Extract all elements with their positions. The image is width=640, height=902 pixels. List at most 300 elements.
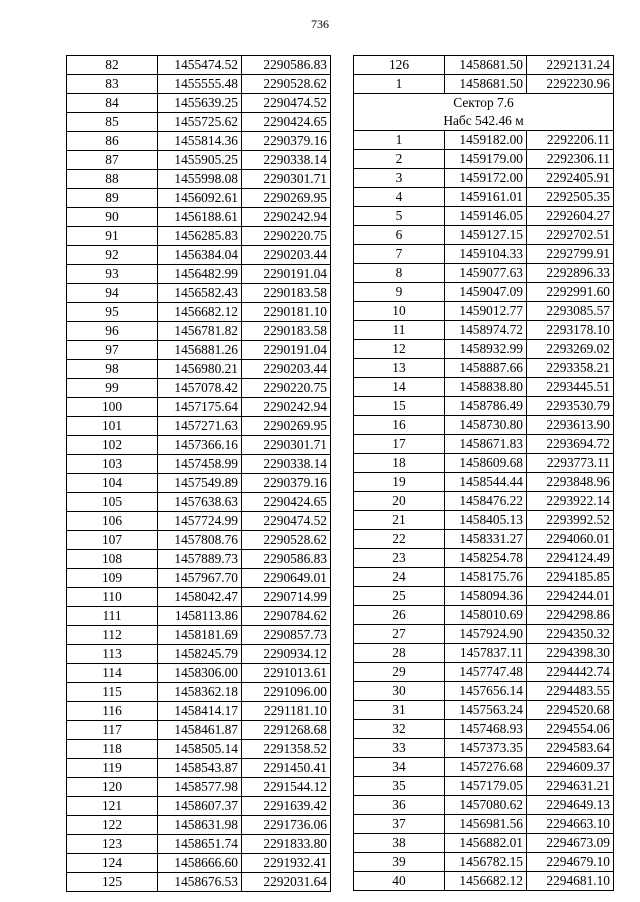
table-row <box>354 473 614 492</box>
x-coordinate-cell: 1458676.53 <box>158 873 242 892</box>
point-number-cell: 103 <box>67 455 158 474</box>
point-number-cell: 95 <box>67 303 158 322</box>
table-row <box>67 683 331 702</box>
x-coordinate-cell: 1457747.48 <box>445 663 527 682</box>
point-number-cell: 83 <box>67 75 158 94</box>
x-coordinate-cell: 1458838.80 <box>445 378 527 397</box>
table-row <box>354 321 614 340</box>
y-coordinate-cell: 2292799.91 <box>527 245 614 264</box>
page-number: 736 <box>311 17 329 31</box>
point-number-cell: 94 <box>67 284 158 303</box>
x-coordinate-cell: 1458094.36 <box>445 587 527 606</box>
point-number-cell: 126 <box>354 56 445 75</box>
x-coordinate-cell: 1458543.87 <box>158 759 242 778</box>
y-coordinate-cell: 2294663.10 <box>527 815 614 834</box>
table-row <box>354 264 614 283</box>
y-coordinate-cell: 2292206.11 <box>527 131 614 150</box>
x-coordinate-cell: 1457175.64 <box>158 398 242 417</box>
y-coordinate-cell: 2290181.10 <box>242 303 331 322</box>
x-coordinate-cell: 1458932.99 <box>445 340 527 359</box>
y-coordinate-cell: 2290586.83 <box>242 550 331 569</box>
y-coordinate-cell: 2293445.51 <box>527 378 614 397</box>
y-coordinate-cell: 2290183.58 <box>242 322 331 341</box>
table-row <box>67 873 331 892</box>
sector-height: Набс 542.46 м <box>354 112 614 131</box>
x-coordinate-cell: 1456881.26 <box>158 341 242 360</box>
point-number-cell: 29 <box>354 663 445 682</box>
point-number-cell: 40 <box>354 872 445 891</box>
x-coordinate-cell: 1458414.17 <box>158 702 242 721</box>
y-coordinate-cell: 2294060.01 <box>527 530 614 549</box>
table-row <box>354 511 614 530</box>
table-row <box>67 531 331 550</box>
y-coordinate-cell: 2291544.12 <box>242 778 331 797</box>
table-row <box>354 150 614 169</box>
y-coordinate-cell: 2290301.71 <box>242 436 331 455</box>
point-number-cell: 122 <box>67 816 158 835</box>
table-row <box>354 796 614 815</box>
point-number-cell: 108 <box>67 550 158 569</box>
y-coordinate-cell: 2291268.68 <box>242 721 331 740</box>
y-coordinate-cell: 2292306.11 <box>527 150 614 169</box>
x-coordinate-cell: 1456384.04 <box>158 246 242 265</box>
point-number-cell: 121 <box>67 797 158 816</box>
x-coordinate-cell: 1459146.05 <box>445 207 527 226</box>
coordinates-table-right <box>353 55 614 891</box>
table-row <box>354 568 614 587</box>
point-number-cell: 16 <box>354 416 445 435</box>
table-row <box>67 132 331 151</box>
point-number-cell: 123 <box>67 835 158 854</box>
x-coordinate-cell: 1458362.18 <box>158 683 242 702</box>
y-coordinate-cell: 2290379.16 <box>242 474 331 493</box>
y-coordinate-cell: 2294483.55 <box>527 682 614 701</box>
table-row <box>67 778 331 797</box>
y-coordinate-cell: 2290203.44 <box>242 246 331 265</box>
point-number-cell: 85 <box>67 113 158 132</box>
x-coordinate-cell: 1458181.69 <box>158 626 242 645</box>
point-number-cell: 6 <box>354 226 445 245</box>
y-coordinate-cell: 2290586.83 <box>242 56 331 75</box>
sector-title: Сектор 7.6 <box>354 94 614 113</box>
point-number-cell: 124 <box>67 854 158 873</box>
x-coordinate-cell: 1457078.42 <box>158 379 242 398</box>
x-coordinate-cell: 1457373.35 <box>445 739 527 758</box>
y-coordinate-cell: 2294350.32 <box>527 625 614 644</box>
table-row <box>354 75 614 94</box>
x-coordinate-cell: 1457889.73 <box>158 550 242 569</box>
x-coordinate-cell: 1458974.72 <box>445 321 527 340</box>
x-coordinate-cell: 1457638.63 <box>158 493 242 512</box>
x-coordinate-cell: 1457549.89 <box>158 474 242 493</box>
table-row <box>354 245 614 264</box>
y-coordinate-cell: 2290338.14 <box>242 151 331 170</box>
x-coordinate-cell: 1456781.82 <box>158 322 242 341</box>
y-coordinate-cell: 2294583.64 <box>527 739 614 758</box>
table-row <box>354 226 614 245</box>
table-row <box>67 436 331 455</box>
table-row <box>67 588 331 607</box>
y-coordinate-cell: 2290474.52 <box>242 94 331 113</box>
coordinates-table-left <box>66 55 331 892</box>
y-coordinate-cell: 2291013.61 <box>242 664 331 683</box>
table-row <box>354 492 614 511</box>
table-row <box>354 644 614 663</box>
table-row <box>67 645 331 664</box>
y-coordinate-cell: 2290714.99 <box>242 588 331 607</box>
y-coordinate-cell: 2290379.16 <box>242 132 331 151</box>
x-coordinate-cell: 1458671.83 <box>445 435 527 454</box>
table-row <box>354 872 614 891</box>
point-number-cell: 34 <box>354 758 445 777</box>
point-number-cell: 98 <box>67 360 158 379</box>
y-coordinate-cell: 2290424.65 <box>242 493 331 512</box>
table-row <box>67 607 331 626</box>
table-row <box>354 435 614 454</box>
y-coordinate-cell: 2291450.41 <box>242 759 331 778</box>
y-coordinate-cell: 2290338.14 <box>242 455 331 474</box>
y-coordinate-cell: 2293178.10 <box>527 321 614 340</box>
y-coordinate-cell: 2290424.65 <box>242 113 331 132</box>
x-coordinate-cell: 1459012.77 <box>445 302 527 321</box>
x-coordinate-cell: 1457808.76 <box>158 531 242 550</box>
table-row <box>354 587 614 606</box>
y-coordinate-cell: 2292991.60 <box>527 283 614 302</box>
point-number-cell: 100 <box>67 398 158 417</box>
table-row <box>67 246 331 265</box>
x-coordinate-cell: 1456188.61 <box>158 208 242 227</box>
x-coordinate-cell: 1458476.22 <box>445 492 527 511</box>
y-coordinate-cell: 2291932.41 <box>242 854 331 873</box>
point-number-cell: 18 <box>354 454 445 473</box>
table-row <box>354 454 614 473</box>
y-coordinate-cell: 2290203.44 <box>242 360 331 379</box>
table-row <box>354 853 614 872</box>
point-number-cell: 37 <box>354 815 445 834</box>
y-coordinate-cell: 2293992.52 <box>527 511 614 530</box>
table-row <box>67 360 331 379</box>
table-row <box>67 113 331 132</box>
point-number-cell: 115 <box>67 683 158 702</box>
table-row <box>67 835 331 854</box>
y-coordinate-cell: 2294185.85 <box>527 568 614 587</box>
point-number-cell: 35 <box>354 777 445 796</box>
x-coordinate-cell: 1459161.01 <box>445 188 527 207</box>
table-row <box>354 625 614 644</box>
table-row <box>354 56 614 75</box>
x-coordinate-cell: 1458786.49 <box>445 397 527 416</box>
table-row <box>67 797 331 816</box>
point-number-cell: 7 <box>354 245 445 264</box>
point-number-cell: 104 <box>67 474 158 493</box>
point-number-cell: 9 <box>354 283 445 302</box>
x-coordinate-cell: 1458544.44 <box>445 473 527 492</box>
table-row <box>67 740 331 759</box>
x-coordinate-cell: 1458505.14 <box>158 740 242 759</box>
x-coordinate-cell: 1457458.99 <box>158 455 242 474</box>
y-coordinate-cell: 2294679.10 <box>527 853 614 872</box>
x-coordinate-cell: 1458010.69 <box>445 606 527 625</box>
x-coordinate-cell: 1455555.48 <box>158 75 242 94</box>
point-number-cell: 17 <box>354 435 445 454</box>
x-coordinate-cell: 1455814.36 <box>158 132 242 151</box>
x-coordinate-cell: 1458461.87 <box>158 721 242 740</box>
table-row <box>354 530 614 549</box>
table-row <box>354 777 614 796</box>
point-number-cell: 25 <box>354 587 445 606</box>
y-coordinate-cell: 2290269.95 <box>242 189 331 208</box>
point-number-cell: 32 <box>354 720 445 739</box>
table-row <box>354 701 614 720</box>
y-coordinate-cell: 2290191.04 <box>242 265 331 284</box>
y-coordinate-cell: 2290301.71 <box>242 170 331 189</box>
table-row <box>67 284 331 303</box>
x-coordinate-cell: 1455639.25 <box>158 94 242 113</box>
y-coordinate-cell: 2291736.06 <box>242 816 331 835</box>
point-number-cell: 11 <box>354 321 445 340</box>
y-coordinate-cell: 2290191.04 <box>242 341 331 360</box>
x-coordinate-cell: 1458331.27 <box>445 530 527 549</box>
y-coordinate-cell: 2292405.91 <box>527 169 614 188</box>
point-number-cell: 19 <box>354 473 445 492</box>
y-coordinate-cell: 2292604.27 <box>527 207 614 226</box>
table-row <box>354 416 614 435</box>
y-coordinate-cell: 2294298.86 <box>527 606 614 625</box>
x-coordinate-cell: 1459127.15 <box>445 226 527 245</box>
y-coordinate-cell: 2290242.94 <box>242 208 331 227</box>
x-coordinate-cell: 1456782.15 <box>445 853 527 872</box>
x-coordinate-cell: 1457967.70 <box>158 569 242 588</box>
y-coordinate-cell: 2290220.75 <box>242 379 331 398</box>
point-number-cell: 14 <box>354 378 445 397</box>
point-number-cell: 101 <box>67 417 158 436</box>
point-number-cell: 89 <box>67 189 158 208</box>
x-coordinate-cell: 1459172.00 <box>445 169 527 188</box>
y-coordinate-cell: 2293085.57 <box>527 302 614 321</box>
point-number-cell: 10 <box>354 302 445 321</box>
x-coordinate-cell: 1457468.93 <box>445 720 527 739</box>
y-coordinate-cell: 2294520.68 <box>527 701 614 720</box>
x-coordinate-cell: 1457837.11 <box>445 644 527 663</box>
y-coordinate-cell: 2294649.13 <box>527 796 614 815</box>
y-coordinate-cell: 2294609.37 <box>527 758 614 777</box>
table-row <box>67 56 331 75</box>
table-row <box>354 834 614 853</box>
y-coordinate-cell: 2290649.01 <box>242 569 331 588</box>
table-row <box>67 151 331 170</box>
point-number-cell: 26 <box>354 606 445 625</box>
point-number-cell: 106 <box>67 512 158 531</box>
point-number-cell: 120 <box>67 778 158 797</box>
y-coordinate-cell: 2290934.12 <box>242 645 331 664</box>
table-row <box>67 398 331 417</box>
table-row <box>67 493 331 512</box>
point-number-cell: 93 <box>67 265 158 284</box>
y-coordinate-cell: 2291096.00 <box>242 683 331 702</box>
point-number-cell: 5 <box>354 207 445 226</box>
x-coordinate-cell: 1459179.00 <box>445 150 527 169</box>
x-coordinate-cell: 1455998.08 <box>158 170 242 189</box>
point-number-cell: 8 <box>354 264 445 283</box>
point-number-cell: 15 <box>354 397 445 416</box>
y-coordinate-cell: 2293613.90 <box>527 416 614 435</box>
y-coordinate-cell: 2293269.02 <box>527 340 614 359</box>
sector-title-row <box>354 94 614 113</box>
x-coordinate-cell: 1456980.21 <box>158 360 242 379</box>
table-row <box>354 207 614 226</box>
y-coordinate-cell: 2290784.62 <box>242 607 331 626</box>
table-row <box>67 702 331 721</box>
point-number-cell: 84 <box>67 94 158 113</box>
table-row <box>67 322 331 341</box>
point-number-cell: 22 <box>354 530 445 549</box>
x-coordinate-cell: 1456092.61 <box>158 189 242 208</box>
x-coordinate-cell: 1458631.98 <box>158 816 242 835</box>
point-number-cell: 105 <box>67 493 158 512</box>
y-coordinate-cell: 2290857.73 <box>242 626 331 645</box>
x-coordinate-cell: 1457563.24 <box>445 701 527 720</box>
x-coordinate-cell: 1456482.99 <box>158 265 242 284</box>
table-row <box>67 227 331 246</box>
x-coordinate-cell: 1458666.60 <box>158 854 242 873</box>
y-coordinate-cell: 2292896.33 <box>527 264 614 283</box>
table-row <box>67 816 331 835</box>
y-coordinate-cell: 2293773.11 <box>527 454 614 473</box>
table-row <box>67 512 331 531</box>
x-coordinate-cell: 1455905.25 <box>158 151 242 170</box>
x-coordinate-cell: 1458681.50 <box>445 75 527 94</box>
x-coordinate-cell: 1458577.98 <box>158 778 242 797</box>
y-coordinate-cell: 2290528.62 <box>242 531 331 550</box>
point-number-cell: 111 <box>67 607 158 626</box>
y-coordinate-cell: 2292131.24 <box>527 56 614 75</box>
point-number-cell: 86 <box>67 132 158 151</box>
point-number-cell: 1 <box>354 75 445 94</box>
x-coordinate-cell: 1459047.09 <box>445 283 527 302</box>
x-coordinate-cell: 1456882.01 <box>445 834 527 853</box>
sector-height-row <box>354 112 614 131</box>
table-row <box>354 549 614 568</box>
x-coordinate-cell: 1457271.63 <box>158 417 242 436</box>
point-number-cell: 27 <box>354 625 445 644</box>
y-coordinate-cell: 2293694.72 <box>527 435 614 454</box>
y-coordinate-cell: 2294681.10 <box>527 872 614 891</box>
point-number-cell: 112 <box>67 626 158 645</box>
table-row <box>354 283 614 302</box>
x-coordinate-cell: 1457724.99 <box>158 512 242 531</box>
y-coordinate-cell: 2294244.01 <box>527 587 614 606</box>
table-row <box>67 626 331 645</box>
point-number-cell: 4 <box>354 188 445 207</box>
x-coordinate-cell: 1458306.00 <box>158 664 242 683</box>
y-coordinate-cell: 2293922.14 <box>527 492 614 511</box>
table-row <box>354 378 614 397</box>
point-number-cell: 24 <box>354 568 445 587</box>
y-coordinate-cell: 2294442.74 <box>527 663 614 682</box>
y-coordinate-cell: 2290183.58 <box>242 284 331 303</box>
y-coordinate-cell: 2294554.06 <box>527 720 614 739</box>
x-coordinate-cell: 1458405.13 <box>445 511 527 530</box>
table-row <box>67 303 331 322</box>
y-coordinate-cell: 2290474.52 <box>242 512 331 531</box>
table-row <box>67 189 331 208</box>
x-coordinate-cell: 1455725.62 <box>158 113 242 132</box>
y-coordinate-cell: 2291639.42 <box>242 797 331 816</box>
x-coordinate-cell: 1456682.12 <box>158 303 242 322</box>
x-coordinate-cell: 1458730.80 <box>445 416 527 435</box>
table-row <box>67 341 331 360</box>
x-coordinate-cell: 1458607.37 <box>158 797 242 816</box>
x-coordinate-cell: 1459182.00 <box>445 131 527 150</box>
x-coordinate-cell: 1457366.16 <box>158 436 242 455</box>
point-number-cell: 21 <box>354 511 445 530</box>
x-coordinate-cell: 1457080.62 <box>445 796 527 815</box>
y-coordinate-cell: 2291358.52 <box>242 740 331 759</box>
y-coordinate-cell: 2290242.94 <box>242 398 331 417</box>
table-row <box>354 302 614 321</box>
table-row <box>354 359 614 378</box>
x-coordinate-cell: 1456285.83 <box>158 227 242 246</box>
point-number-cell: 116 <box>67 702 158 721</box>
table-row <box>354 720 614 739</box>
y-coordinate-cell: 2290220.75 <box>242 227 331 246</box>
table-row <box>354 397 614 416</box>
table-row <box>354 739 614 758</box>
point-number-cell: 99 <box>67 379 158 398</box>
y-coordinate-cell: 2290269.95 <box>242 417 331 436</box>
y-coordinate-cell: 2294673.09 <box>527 834 614 853</box>
point-number-cell: 107 <box>67 531 158 550</box>
table-row <box>67 208 331 227</box>
point-number-cell: 2 <box>354 150 445 169</box>
table-row <box>67 721 331 740</box>
x-coordinate-cell: 1459077.63 <box>445 264 527 283</box>
x-coordinate-cell: 1458681.50 <box>445 56 527 75</box>
point-number-cell: 109 <box>67 569 158 588</box>
point-number-cell: 28 <box>354 644 445 663</box>
point-number-cell: 97 <box>67 341 158 360</box>
x-coordinate-cell: 1455474.52 <box>158 56 242 75</box>
x-coordinate-cell: 1457924.90 <box>445 625 527 644</box>
y-coordinate-cell: 2291833.80 <box>242 835 331 854</box>
table-row <box>67 569 331 588</box>
table-row <box>67 94 331 113</box>
point-number-cell: 117 <box>67 721 158 740</box>
table-row <box>67 75 331 94</box>
table-row <box>354 758 614 777</box>
y-coordinate-cell: 2294631.21 <box>527 777 614 796</box>
point-number-cell: 87 <box>67 151 158 170</box>
table-row <box>354 340 614 359</box>
point-number-cell: 125 <box>67 873 158 892</box>
x-coordinate-cell: 1457179.05 <box>445 777 527 796</box>
point-number-cell: 110 <box>67 588 158 607</box>
table-row <box>67 417 331 436</box>
point-number-cell: 88 <box>67 170 158 189</box>
table-row <box>67 759 331 778</box>
point-number-cell: 90 <box>67 208 158 227</box>
x-coordinate-cell: 1458609.68 <box>445 454 527 473</box>
x-coordinate-cell: 1458651.74 <box>158 835 242 854</box>
point-number-cell: 23 <box>354 549 445 568</box>
point-number-cell: 102 <box>67 436 158 455</box>
y-coordinate-cell: 2293848.96 <box>527 473 614 492</box>
point-number-cell: 30 <box>354 682 445 701</box>
x-coordinate-cell: 1457656.14 <box>445 682 527 701</box>
point-number-cell: 3 <box>354 169 445 188</box>
point-number-cell: 33 <box>354 739 445 758</box>
y-coordinate-cell: 2294398.30 <box>527 644 614 663</box>
